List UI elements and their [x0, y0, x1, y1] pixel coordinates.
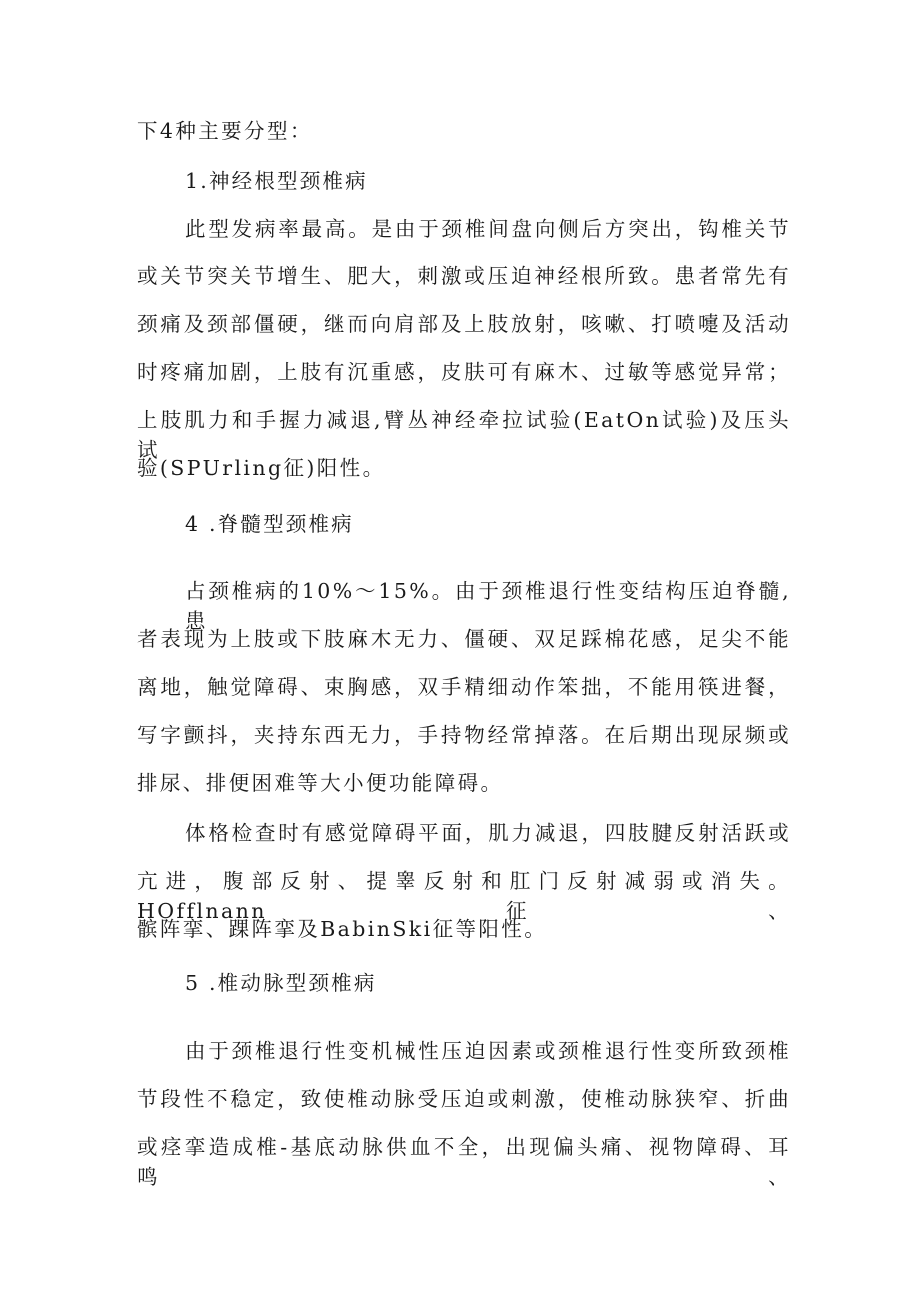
paragraph-line: 上肢肌力和手握力减退,臂丛神经牵拉试验(EatOn试验)及压头试	[137, 408, 791, 462]
paragraph-line: 亢进，腹部反射、提睾反射和肛门反射减弱或消失。HOfflnann征、	[137, 869, 791, 923]
paragraph-line: 颈痛及颈部僵硬，继而向肩部及上肢放射，咳嗽、打喷嚏及活动	[137, 312, 791, 336]
paragraph-line: 验(SPUrling征)阳性。	[137, 456, 386, 480]
intro-line: 下4种主要分型：	[137, 119, 313, 143]
paragraph-line: 由于颈椎退行性变机械性压迫因素或颈椎退行性变所致颈椎	[185, 1039, 791, 1063]
paragraph-line: 节段性不稳定，致使椎动脉受压迫或刺激，使椎动脉狭窄、折曲	[137, 1087, 791, 1111]
paragraph-line: 写字颤抖，夹持东西无力，手持物经常掉落。在后期出现尿频或	[137, 723, 791, 747]
paragraph-line: 或痉挛造成椎-基底动脉供血不全，出现偏头痛、视物障碍、耳鸣、	[137, 1135, 791, 1189]
paragraph-line: 体格检查时有感觉障碍平面，肌力减退，四肢腱反射活跃或	[185, 821, 791, 845]
paragraph-line: 髌阵挛、踝阵挛及BabinSki征等阳性。	[137, 917, 548, 941]
section-heading-4: 4 .脊髓型颈椎病	[185, 512, 354, 536]
section-heading-5: 5 .椎动脉型颈椎病	[185, 971, 377, 995]
section-heading-1: 1.神经根型颈椎病	[185, 169, 368, 193]
paragraph-line: 排尿、排便困难等大小便功能障碍。	[137, 771, 504, 795]
paragraph-line: 此型发病率最高。是由于颈椎间盘向侧后方突出，钩椎关节	[185, 217, 791, 241]
paragraph-line: 者表现为上肢或下肢麻木无力、僵硬、双足踩棉花感，足尖不能	[137, 627, 791, 651]
paragraph-line: 占颈椎病的10%～15%。由于颈椎退行性变结构压迫脊髓,患	[185, 579, 791, 633]
paragraph-line: 离地，触觉障碍、束胸感，双手精细动作笨拙，不能用筷进餐，	[137, 675, 791, 699]
paragraph-line: 或关节突关节增生、肥大，刺激或压迫神经根所致。患者常先有	[137, 264, 791, 288]
paragraph-line: 时疼痛加剧，上肢有沉重感，皮肤可有麻木、过敏等感觉异常；	[137, 360, 791, 384]
